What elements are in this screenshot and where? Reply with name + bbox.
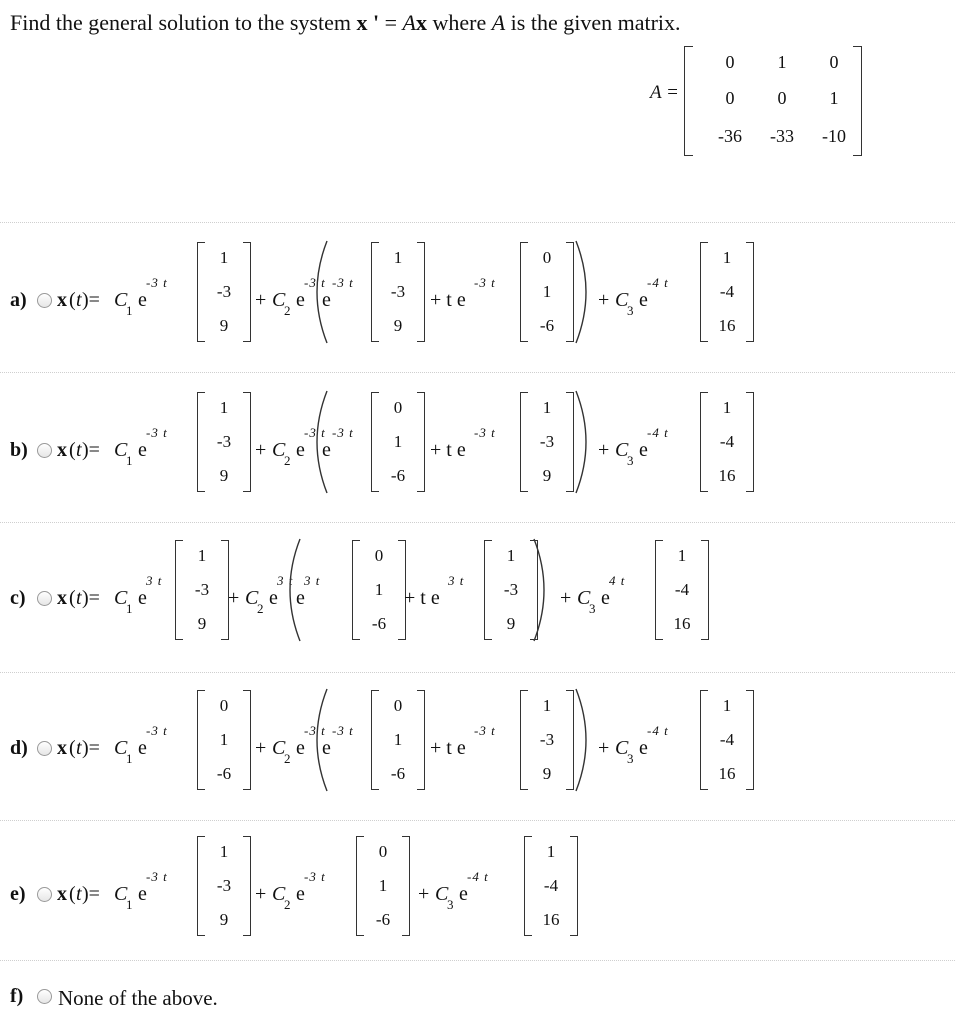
vector-entry: -3 (539, 432, 555, 451)
column-vector (700, 392, 754, 492)
vector-entry: 1 (393, 432, 403, 451)
constant-symbol: C (272, 883, 286, 905)
vector-entry: -6 (375, 910, 391, 929)
constant-symbol: C (272, 289, 286, 311)
vector-entry: -3 (216, 876, 232, 895)
vector-entry: 1 (219, 398, 229, 417)
vector-entry: -6 (216, 764, 232, 783)
vector-entry: 16 (718, 316, 736, 335)
t-symbol: t (76, 289, 82, 311)
vector-entry: -4 (719, 730, 735, 749)
exponent: -3 t (304, 425, 326, 440)
paren-open: ( (69, 289, 76, 311)
matrix-left-bracket (684, 46, 693, 156)
equals-sign: )= (82, 587, 100, 609)
vector-entry: 9 (197, 614, 207, 633)
constant-symbol: C (114, 587, 128, 609)
option-label: e) (10, 883, 26, 905)
vector-entry: 9 (542, 764, 552, 783)
equals-sign: )= (82, 883, 100, 905)
t-symbol: t (76, 737, 82, 759)
plus-sign: + (228, 587, 240, 609)
vector-entry: 1 (374, 580, 384, 599)
column-vector (700, 242, 754, 342)
plus-t-e: + t e (430, 439, 466, 461)
constant-symbol: C (615, 737, 629, 759)
exp-base: e (296, 439, 305, 461)
t-symbol: t (76, 439, 82, 461)
plus-sign: + (418, 883, 430, 905)
constant-symbol: C (272, 439, 286, 461)
constant-subscript: 2 (284, 453, 291, 468)
constant-subscript: 3 (627, 303, 634, 318)
exp-base: e (639, 737, 648, 759)
exponent: -4 t (647, 723, 669, 738)
exp-base: e (639, 439, 648, 461)
vector-entry: 9 (542, 466, 552, 485)
exponent: -3 t (474, 723, 496, 738)
column-vector (371, 690, 425, 790)
vector-entry: 16 (718, 466, 736, 485)
vector-entry: 1 (542, 696, 552, 715)
paren-open: ( (69, 737, 76, 759)
column-vector (197, 690, 251, 790)
exp-base: e (296, 737, 305, 759)
vector-entry: 1 (722, 248, 732, 267)
vector-entry: 9 (219, 910, 229, 929)
constant-symbol: C (615, 289, 629, 311)
matrix-right-bracket (853, 46, 862, 156)
vector-entry: 0 (374, 546, 384, 565)
column-vector (197, 242, 251, 342)
question-text: Find the general solution to the system x ' = Ax where A is the given matrix. (10, 10, 681, 35)
vector-entry: 16 (718, 764, 736, 783)
exp-base: e (138, 737, 147, 759)
matrix-cell: 0 (725, 52, 735, 72)
option-e[interactable] (0, 836, 955, 986)
vector-entry: -3 (194, 580, 210, 599)
vector-entry: 0 (542, 248, 552, 267)
exp-base: e (296, 289, 305, 311)
vector-entry: 0 (378, 842, 388, 861)
matrix-cell: 0 (777, 88, 787, 108)
constant-subscript: 1 (126, 751, 133, 766)
exponent: -3 t (304, 723, 326, 738)
constant-symbol: C (435, 883, 449, 905)
vector-entry: -3 (503, 580, 519, 599)
plus-t-e: + t e (430, 737, 466, 759)
vector-entry: 1 (542, 282, 552, 301)
matrix-cell: 0 (725, 88, 735, 108)
constant-symbol: C (114, 737, 128, 759)
column-vector (356, 836, 410, 936)
exponent: -3 t (146, 425, 168, 440)
constant-subscript: 3 (627, 751, 634, 766)
right-parenthesis (572, 389, 598, 495)
matrix-cell: -33 (770, 126, 794, 146)
radio-button[interactable] (37, 443, 52, 458)
vector-entry: 1 (393, 248, 403, 267)
exp-base: e (138, 289, 147, 311)
paren-open: ( (69, 439, 76, 461)
vector-entry: -6 (539, 316, 555, 335)
matrix-cell: 1 (829, 88, 839, 108)
vector-entry: 1 (219, 248, 229, 267)
option-label: d) (10, 737, 28, 759)
divider (0, 222, 955, 223)
column-vector (700, 690, 754, 790)
constant-symbol: C (114, 289, 128, 311)
exp-base: e (459, 883, 468, 905)
plus-sign: + (560, 587, 572, 609)
vector-entry: 1 (219, 730, 229, 749)
vector-entry: 0 (393, 696, 403, 715)
constant-symbol: C (114, 439, 128, 461)
constant-subscript: 2 (284, 751, 291, 766)
vector-entry: 1 (393, 730, 403, 749)
constant-subscript: 3 (447, 897, 454, 912)
matrix-cell: 0 (829, 52, 839, 72)
right-parenthesis (572, 687, 598, 793)
exponent: -3 t (304, 275, 326, 290)
exponent: -3 t (332, 425, 354, 440)
option-d[interactable] (0, 690, 955, 840)
constant-symbol: C (577, 587, 591, 609)
column-vector (197, 392, 251, 492)
exp-base: e (639, 289, 648, 311)
exponent: 4 t (609, 573, 626, 588)
radio-button[interactable] (37, 887, 52, 902)
plus-sign: + (255, 737, 267, 759)
constant-subscript: 1 (126, 303, 133, 318)
exponent: -3 t (304, 869, 326, 884)
matrix-cell: -10 (822, 126, 846, 146)
vector-entry: 1 (722, 696, 732, 715)
exp-base: e (322, 439, 331, 461)
exp-base: e (138, 883, 147, 905)
equals-sign: )= (82, 737, 100, 759)
t-symbol: t (76, 587, 82, 609)
constant-symbol: C (114, 883, 128, 905)
radio-button[interactable] (37, 591, 52, 606)
t-symbol: t (76, 883, 82, 905)
exponent: 3 t (277, 573, 294, 588)
exponent: -3 t (474, 425, 496, 440)
exponent: -4 t (647, 275, 669, 290)
vector-entry: 1 (546, 842, 556, 861)
vector-entry: -4 (719, 432, 735, 451)
column-vector (524, 836, 578, 936)
plus-sign: + (598, 289, 610, 311)
vector-entry: 9 (219, 466, 229, 485)
vector-entry: 1 (722, 398, 732, 417)
constant-symbol: C (272, 737, 286, 759)
constant-subscript: 3 (627, 453, 634, 468)
exponent: -3 t (474, 275, 496, 290)
exp-base: e (138, 439, 147, 461)
constant-subscript: 1 (126, 453, 133, 468)
vector-entry: 0 (219, 696, 229, 715)
column-vector (520, 392, 574, 492)
vector-entry: 1 (219, 842, 229, 861)
option-text: None of the above. (58, 986, 218, 1010)
vector-entry: -3 (216, 432, 232, 451)
vector-entry: 1 (197, 546, 207, 565)
constant-subscript: 3 (589, 601, 596, 616)
paren-open: ( (69, 587, 76, 609)
exp-base: e (296, 587, 305, 609)
vector-entry: -4 (543, 876, 559, 895)
radio-button[interactable] (37, 293, 52, 308)
vector-entry: -3 (216, 282, 232, 301)
exp-base: e (269, 587, 278, 609)
option-label: c) (10, 587, 26, 609)
constant-subscript: 1 (126, 897, 133, 912)
vector-entry: 9 (393, 316, 403, 335)
option-label: b) (10, 439, 28, 461)
matrix-a-label: A = (650, 82, 679, 103)
constant-symbol: C (615, 439, 629, 461)
vector-entry: 1 (378, 876, 388, 895)
exp-base: e (138, 587, 147, 609)
exponent: -4 t (647, 425, 669, 440)
plus-sign: + (598, 439, 610, 461)
right-parenthesis (530, 537, 556, 643)
column-vector (352, 540, 406, 640)
plus-sign: + (255, 439, 267, 461)
vector-entry: -6 (371, 614, 387, 633)
vector-entry: 9 (219, 316, 229, 335)
exponent: 3 t (146, 573, 163, 588)
column-vector (655, 540, 709, 640)
x-symbol: x (57, 439, 67, 461)
vector-entry: 1 (506, 546, 516, 565)
vector-entry: -6 (390, 764, 406, 783)
vector-entry: -6 (390, 466, 406, 485)
radio-button[interactable] (37, 741, 52, 756)
matrix-cell: 1 (777, 52, 787, 72)
exponent: -3 t (146, 275, 168, 290)
vector-entry: -4 (719, 282, 735, 301)
column-vector (520, 242, 574, 342)
constant-subscript: 2 (257, 601, 264, 616)
x-symbol: x (57, 289, 67, 311)
x-symbol: x (57, 737, 67, 759)
column-vector (197, 836, 251, 936)
option-c[interactable] (0, 540, 955, 690)
exponent: -4 t (467, 869, 489, 884)
exp-base: e (322, 737, 331, 759)
vector-entry: -3 (539, 730, 555, 749)
option-label: a) (10, 289, 27, 311)
vector-entry: -3 (390, 282, 406, 301)
radio-button[interactable] (37, 989, 52, 1004)
exponent: -3 t (332, 275, 354, 290)
option-label: f) (10, 985, 24, 1007)
vector-entry: 1 (542, 398, 552, 417)
vector-entry: -4 (674, 580, 690, 599)
vector-entry: 0 (393, 398, 403, 417)
exponent: -3 t (146, 869, 168, 884)
vector-entry: 9 (506, 614, 516, 633)
exp-base: e (296, 883, 305, 905)
vector-entry: 16 (673, 614, 691, 633)
constant-subscript: 2 (284, 303, 291, 318)
plus-sign: + (255, 883, 267, 905)
vector-entry: 1 (677, 546, 687, 565)
exp-base: e (322, 289, 331, 311)
constant-subscript: 2 (284, 897, 291, 912)
plus-t-e: + t e (404, 587, 440, 609)
equals-sign: )= (82, 439, 100, 461)
column-vector (175, 540, 229, 640)
constant-subscript: 1 (126, 601, 133, 616)
column-vector (371, 242, 425, 342)
plus-t-e: + t e (430, 289, 466, 311)
exponent: 3 t (448, 573, 465, 588)
constant-symbol: C (245, 587, 259, 609)
exponent: -3 t (332, 723, 354, 738)
option-b[interactable] (0, 392, 955, 542)
column-vector (371, 392, 425, 492)
plus-sign: + (255, 289, 267, 311)
vector-entry: 16 (542, 910, 560, 929)
matrix-a (650, 46, 865, 156)
right-parenthesis (572, 239, 598, 345)
x-symbol: x (57, 587, 67, 609)
plus-sign: + (598, 737, 610, 759)
equals-sign: )= (82, 289, 100, 311)
exp-base: e (601, 587, 610, 609)
matrix-cell: -36 (718, 126, 742, 146)
x-symbol: x (57, 883, 67, 905)
column-vector (520, 690, 574, 790)
option-a[interactable] (0, 242, 955, 392)
exponent: 3 t (304, 573, 321, 588)
paren-open: ( (69, 883, 76, 905)
exponent: -3 t (146, 723, 168, 738)
